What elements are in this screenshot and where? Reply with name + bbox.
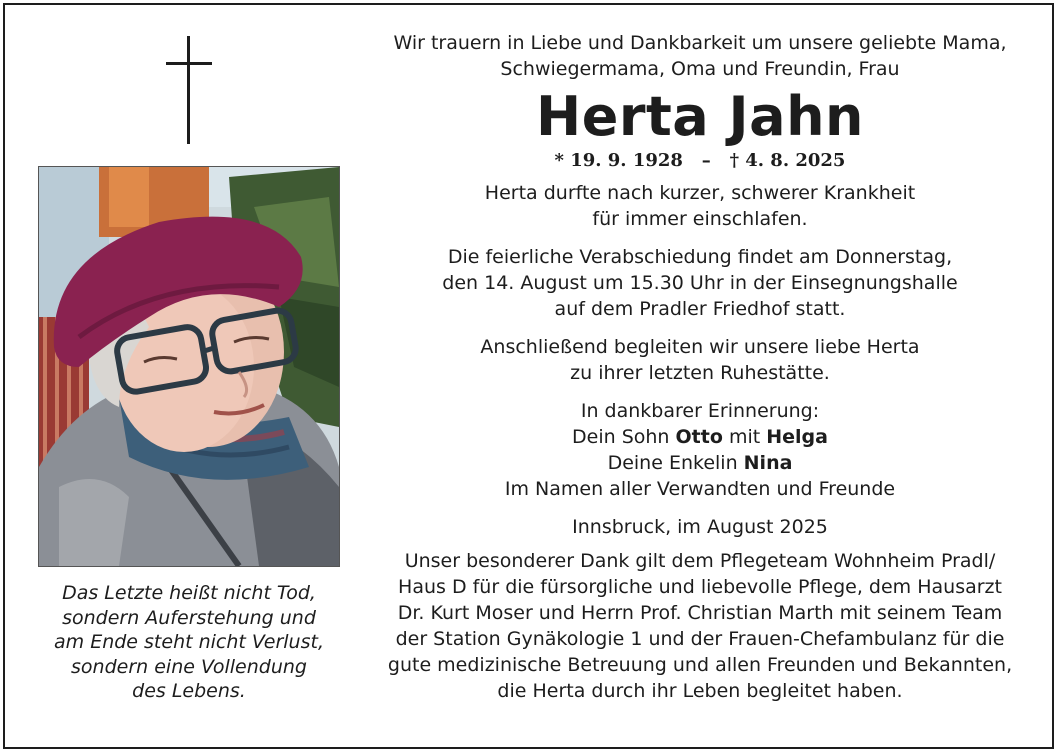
thanks-line: gute medizinische Betreuung und allen Freunden und Bekannten, <box>387 654 1013 676</box>
ceremony-line: Die feierliche Verabschiedung findet am Donnerstag, <box>447 246 953 268</box>
passing-line: für immer einschlafen. <box>592 208 808 230</box>
birth-date: * 19. 9. 1928 <box>554 150 683 171</box>
thanks-line: Dr. Kurt Moser und Herrn Prof. Christian Marth mit seinem Team <box>397 602 1003 624</box>
grandchild-line <box>360 450 1040 476</box>
quote-line: sondern Auferstehung und <box>62 606 316 629</box>
son-mid: mit <box>728 426 761 448</box>
date-separator: – <box>701 150 711 171</box>
quote-line: sondern eine Vollendung <box>71 655 307 678</box>
place-date: Innsbruck, im August 2025 <box>572 516 828 538</box>
intro-line: Schwiegermama, Oma und Freundin, Frau <box>500 58 900 80</box>
quote-line: Das Letzte heißt nicht Tod, <box>62 582 316 604</box>
grand-prefix: Deine Enkelin <box>607 452 738 474</box>
grand-name: Nina <box>743 452 793 474</box>
ceremony-line: den 14. August um 15.30 Uhr in der Einsegnungshalle <box>442 272 958 294</box>
thanks-line: die Herta durch ihr Leben begleitet haben. <box>497 680 903 702</box>
son-line <box>360 424 1040 450</box>
son-name: Otto <box>675 426 723 448</box>
quote-line: des Lebens. <box>132 680 246 702</box>
son-prefix: Dein Sohn <box>572 426 670 448</box>
memorial-quote <box>36 581 342 704</box>
passing-line: Herta durfte nach kurzer, schwerer Krankheit <box>484 182 916 204</box>
quote-line: am Ende steht nicht Verlust, <box>54 631 324 653</box>
deceased-name: Herta Jahn <box>536 85 864 148</box>
thanks-line: der Station Gynäkologie 1 und der Frauen-Chefambulanz für die <box>395 628 1005 650</box>
burial-line: zu ihrer letzten Ruhestätte. <box>570 362 830 384</box>
memory-heading: In dankbarer Erinnerung: <box>580 400 820 422</box>
life-dates <box>360 150 1040 172</box>
thanks-line: Haus D für die fürsorgliche und liebevolle Pflege, dem Hausarzt <box>398 576 1002 598</box>
relatives-line: Im Namen aller Verwandten und Freunde <box>504 478 896 500</box>
burial-line: Anschließend begleiten wir unsere liebe Herta <box>480 336 920 358</box>
death-date: † 4. 8. 2025 <box>729 150 846 171</box>
ceremony-line: auf dem Pradler Friedhof statt. <box>554 298 846 320</box>
cross-icon <box>164 36 214 144</box>
obituary-text <box>360 30 1040 704</box>
thanks-line: Unser besonderer Dank gilt dem Pflegeteam Wohnheim Pradl/ <box>404 550 996 572</box>
portrait-photo <box>38 166 340 567</box>
intro-line: Wir trauern in Liebe und Dankbarkeit um unsere geliebte Mama, <box>393 32 1007 54</box>
son-partner: Helga <box>766 426 828 448</box>
